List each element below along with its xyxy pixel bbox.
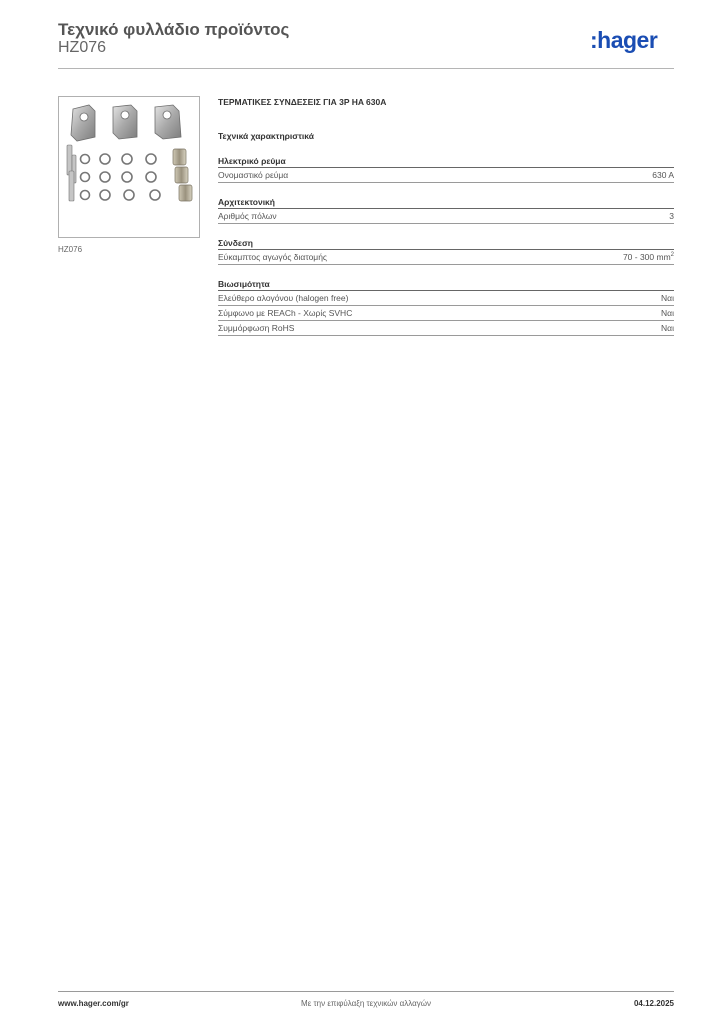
footer-date: 04.12.2025 — [633, 999, 674, 1008]
product-title: ΤΕΡΜΑΤΙΚΕΣ ΣΥΝΔΕΣΕΙΣ ΓΙΑ 3P HA 630A — [218, 97, 387, 107]
bolts — [67, 145, 76, 201]
product-image — [58, 96, 200, 238]
spec-group-connection — [218, 237, 674, 265]
spec-group-title: Αρχιτεκτονική — [218, 196, 674, 209]
spec-label: Εύκαμπτος αγωγός διατομής — [218, 252, 328, 262]
hager-logo-text: :hager — [590, 27, 658, 53]
spec-group-sustainability — [218, 278, 674, 336]
sleeves — [173, 149, 192, 201]
terminal-kit-illustration — [59, 97, 199, 237]
spec-value: Ναι — [661, 293, 674, 303]
spec-group-title: Βιωσιμότητα — [218, 278, 674, 291]
spec-row — [218, 168, 674, 183]
footer-divider — [58, 991, 674, 992]
spec-label: Σύμφωνο με REACh - Χωρίς SVHC — [218, 308, 353, 318]
spec-row — [218, 291, 674, 306]
spec-value: Ναι — [661, 323, 674, 333]
spec-label: Ονομαστικό ρεύμα — [218, 170, 289, 180]
spec-label: Αριθμός πόλων — [218, 211, 277, 221]
spec-group-title: Σύνδεση — [218, 237, 674, 250]
spec-value-text: 70 - 300 mm — [622, 252, 671, 262]
cable-lug-1 — [71, 105, 95, 141]
washers — [81, 154, 161, 200]
spec-row — [218, 321, 674, 336]
spec-value: Ναι — [661, 308, 674, 318]
spec-group-electrical — [218, 155, 674, 183]
spec-row — [218, 250, 674, 265]
spec-sheet — [218, 96, 674, 336]
spec-value-superscript: 2 — [670, 252, 674, 258]
page-footer — [58, 999, 674, 1011]
spec-row — [218, 306, 674, 321]
spec-value: 3 — [669, 211, 674, 221]
spec-value: 630 A — [652, 170, 674, 180]
footer-note: Με την επιφύλαξη τεχνικών αλλαγών — [301, 999, 431, 1008]
page-header — [58, 20, 674, 70]
image-caption: HZ076 — [58, 245, 83, 254]
spec-label: Ελεύθερο αλογόνου (halogen free) — [218, 293, 349, 303]
cable-lug-3 — [155, 105, 181, 139]
hager-logo — [590, 24, 674, 58]
section-title: Τεχνικά χαρακτηριστικά — [218, 131, 314, 141]
cable-lug-2 — [113, 105, 137, 139]
spec-label: Συμμόρφωση RoHS — [218, 323, 295, 333]
document-title: Τεχνικό φυλλάδιο προϊόντος — [58, 20, 290, 39]
spec-value — [623, 250, 674, 264]
spec-group-title: Ηλεκτρικό ρεύμα — [218, 155, 674, 168]
product-code: HZ076 — [58, 39, 107, 56]
footer-website: www.hager.com/gr — [58, 999, 129, 1008]
spec-row — [218, 209, 674, 224]
spec-group-architecture — [218, 196, 674, 224]
header-divider — [58, 68, 674, 69]
